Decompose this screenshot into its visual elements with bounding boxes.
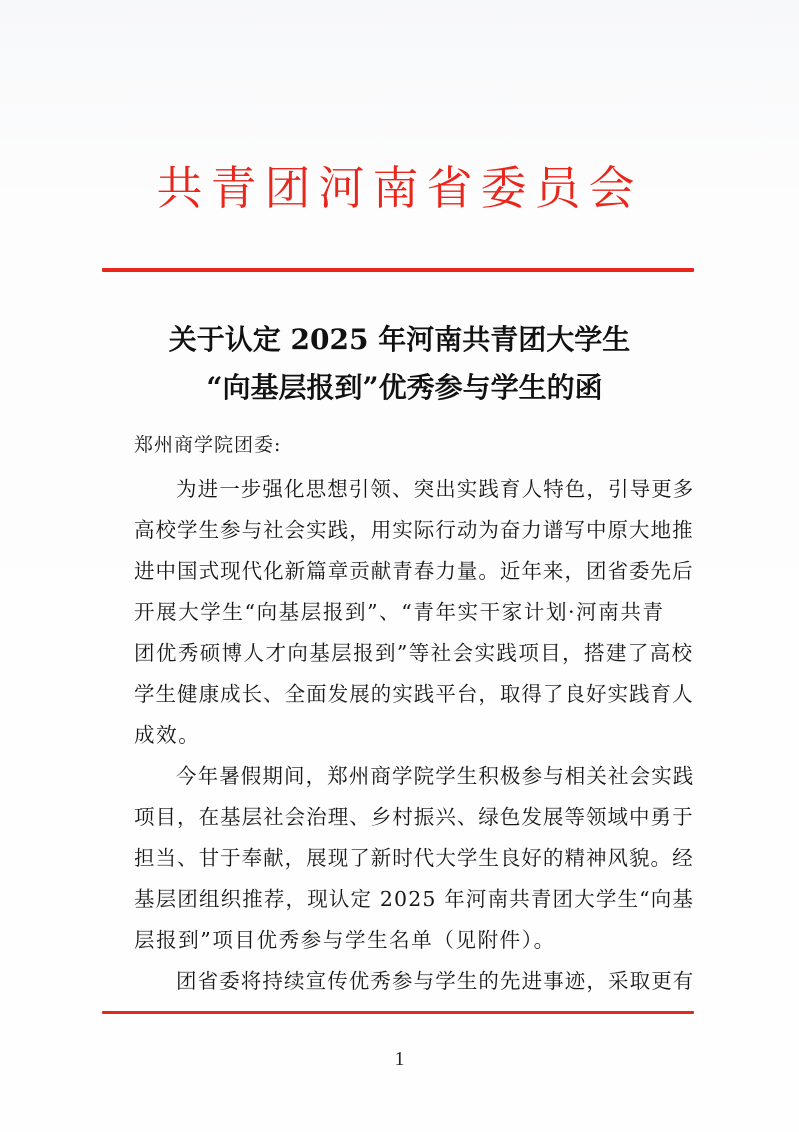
body-line: 担当、甘于奉献，展现了新时代大学生良好的精神风貌。经 (134, 846, 694, 870)
footer-red-rule (102, 1011, 694, 1014)
body-line: 今年暑假期间，郑州商学院学生积极参与相关社会实践 (176, 764, 695, 788)
body-line: 为进一步强化思想引领、突出实践育人特色，引导更多 (176, 477, 695, 501)
recipient-salutation: 郑州商学院团委: (134, 434, 282, 456)
document-title-line-2: “向基层报到”优秀参与学生的函 (206, 371, 603, 404)
organization-letterhead: 共青团河南省委员会 (156, 161, 643, 215)
body-line: 层报到”项目优秀参与学生名单（见附件）。 (134, 928, 556, 952)
body-line: 基层团组织推荐，现认定 2025 年河南共青团大学生“向基 (134, 887, 695, 911)
letterhead-red-rule (102, 268, 694, 272)
body-line: 团优秀硕博人才向基层报到”等社会实践项目，搭建了高校 (134, 641, 694, 665)
page-number: 1 (394, 1048, 405, 1070)
body-line: 团省委将持续宣传优秀参与学生的先进事迹，采取更有 (176, 969, 695, 993)
body-line: 开展大学生“向基层报到”、“青年实干家计划·河南共青 (134, 600, 665, 624)
body-line: 成效。 (134, 723, 201, 747)
body-line: 项目，在基层社会治理、乡村振兴、绿色发展等领域中勇于 (134, 805, 694, 829)
body-line: 高校学生参与社会实践，用实际行动为奋力谱写中原大地推 (134, 518, 694, 542)
document-title-line-1: 关于认定 2025 年河南共青团大学生 (168, 323, 631, 356)
body-line: 学生健康成长、全面发展的实践平台，取得了良好实践育人 (134, 682, 694, 706)
body-line: 进中国式现代化新篇章贡献青春力量。近年来，团省委先后 (134, 559, 694, 583)
